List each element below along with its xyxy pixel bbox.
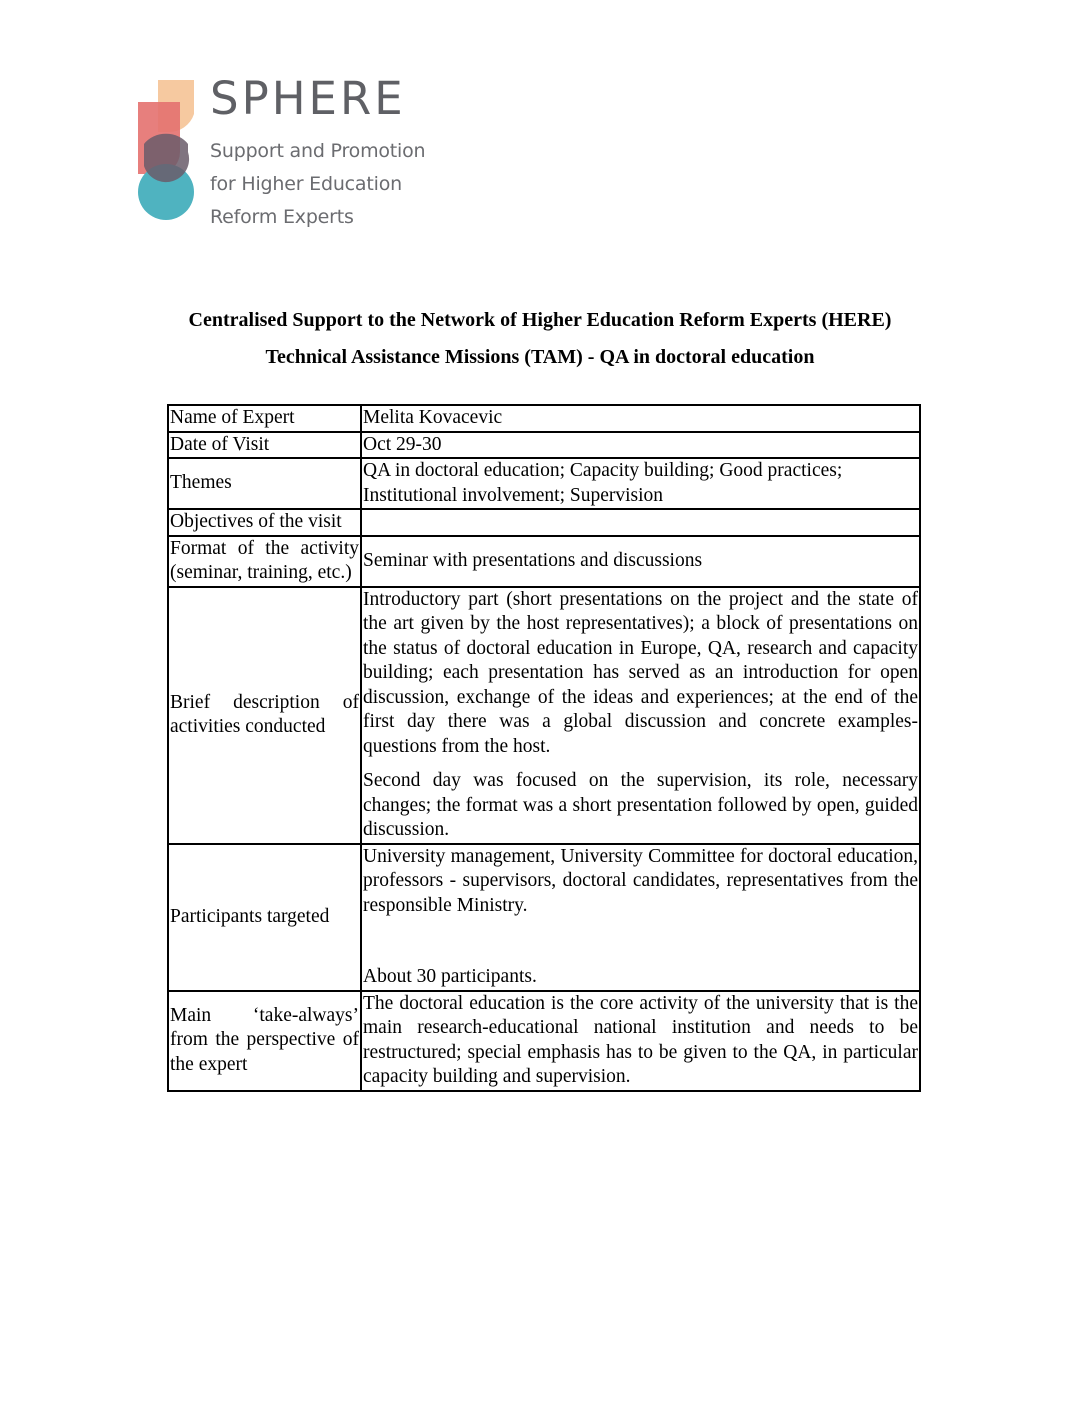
objectives-value	[361, 509, 920, 536]
description-paragraph-2: Second day was focused on the supervision, its role, necessary changes; the format was a short presentation followed by open, guided discussion.	[363, 770, 918, 840]
sphere-logo-mark	[136, 74, 208, 234]
sphere-logo	[136, 72, 426, 234]
participants-spacer	[363, 918, 918, 965]
table-row-objectives	[168, 509, 920, 536]
participants-paragraph-1: University management, University Committee for doctoral education, professors - supervisors, doctoral candidates, representatives from the responsible Ministry.	[363, 845, 918, 916]
table-row-date	[168, 432, 920, 459]
logo-tagline-line-2: for Higher Education	[210, 173, 402, 195]
logo-tagline-line-1: Support and Promotion	[210, 140, 426, 162]
date-label: Date of Visit	[168, 432, 361, 459]
table-row-format	[168, 536, 920, 587]
table-row-expert	[168, 405, 920, 432]
description-paragraph-1: Introductory part (short presentations on the project and the state of the art given by the host representatives); a block of presentations on the status of doctoral education in Europe, QA, research and capacity building; each presentation has served as an introduction for open discussion, exchange of the ideas and experiences; at the end of the first day there was a global discussion and concrete examples-questions from the host.	[363, 588, 918, 757]
participants-value	[361, 844, 920, 991]
mission-report-table	[167, 404, 921, 1092]
takeaways-value: The doctoral education is the core activity of the university that is the main research-educational national institution and needs to be restructured; special emphasis has to be given to the QA, in particular capacity building and supervision.	[361, 991, 920, 1091]
format-label: Format of the activity (seminar, training, etc.)	[168, 536, 361, 587]
themes-label: Themes	[168, 458, 361, 509]
logo-wordmark: SPHERE	[210, 72, 406, 125]
description-value	[361, 587, 920, 844]
expert-label: Name of Expert	[168, 405, 361, 432]
table-row-takeaways	[168, 991, 920, 1091]
participants-label: Participants targeted	[168, 844, 361, 991]
table-row-themes	[168, 458, 920, 509]
takeaways-label: Main ‘take-always’ from the perspective of the expert	[168, 991, 361, 1091]
table-row-description	[168, 587, 920, 844]
document-subtitle: Technical Assistance Missions (TAM) - QA in doctoral education	[265, 346, 815, 368]
format-value: Seminar with presentations and discussions	[361, 536, 920, 587]
objectives-label: Objectives of the visit	[168, 509, 361, 536]
description-label: Brief description of activities conducted	[168, 587, 361, 844]
participants-paragraph-2: About 30 participants.	[363, 966, 537, 987]
logo-overlap-shape	[144, 134, 189, 182]
document-title: Centralised Support to the Network of Higher Education Reform Experts (HERE)	[188, 309, 892, 331]
themes-value: QA in doctoral education; Capacity building; Good practices; Institutional involvement; Supervision	[361, 458, 920, 509]
date-value: Oct 29-30	[361, 432, 920, 459]
logo-tagline-line-3: Reform Experts	[210, 206, 354, 228]
expert-value: Melita Kovacevic	[361, 405, 920, 432]
table-row-participants	[168, 844, 920, 991]
